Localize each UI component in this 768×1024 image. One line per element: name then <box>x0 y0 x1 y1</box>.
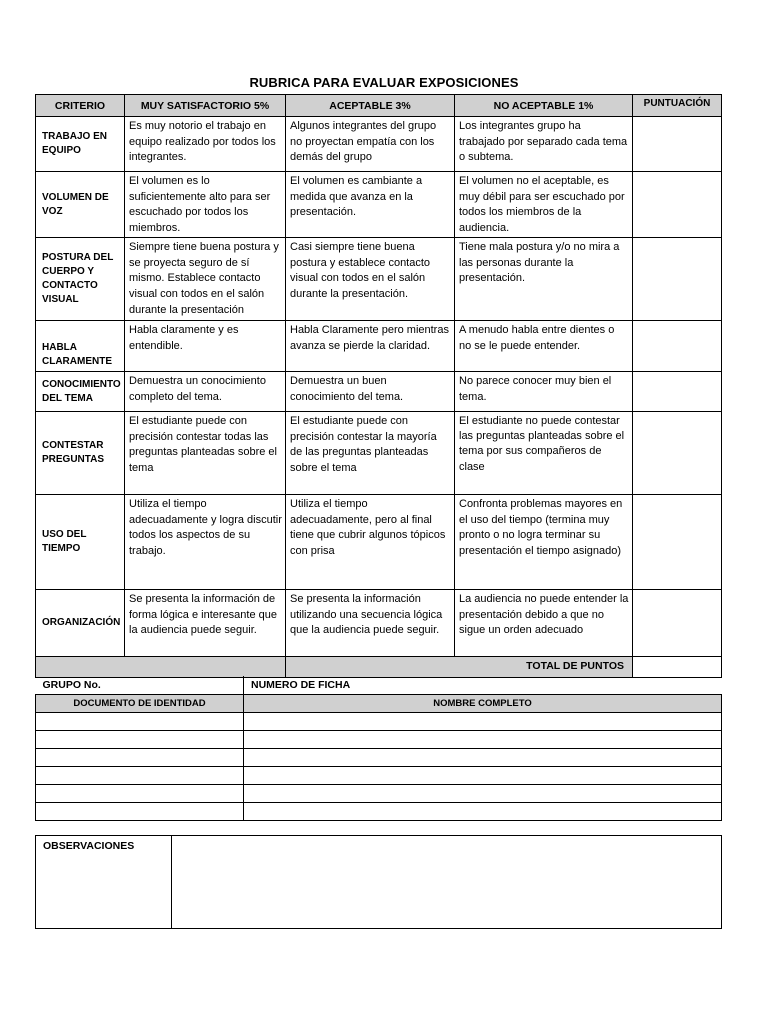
table-row <box>36 172 722 238</box>
nombre-field[interactable] <box>244 749 722 767</box>
criterio-cell: HABLA CLARAMENTE <box>36 321 125 372</box>
header-muy-satisfactorio: MUY SATISFACTORIO 5% <box>125 95 286 117</box>
muy-satisfactorio-cell: El volumen es lo suficientemente alto para ser escuchado por todos los miembros. <box>125 172 286 238</box>
header-aceptable: ACEPTABLE 3% <box>286 95 455 117</box>
observaciones-table <box>35 835 722 929</box>
header-criterio: CRITERIO <box>36 95 125 117</box>
no-aceptable-cell: Tiene mala postura y/o no mira a las personas durante la presentación. <box>455 238 633 321</box>
criterio-cell: TRABAJO EN EQUIPO <box>36 117 125 172</box>
observaciones-field[interactable] <box>172 836 722 929</box>
doc-field[interactable] <box>36 785 244 803</box>
aceptable-cell: Habla Claramente pero mientras avanza se pierde la claridad. <box>286 321 455 372</box>
member-row <box>36 785 722 803</box>
criterio-cell: ORGANIZACIÓN <box>36 590 125 657</box>
table-row <box>36 321 722 372</box>
no-aceptable-cell: El estudiante no puede contestar las preguntas planteadas sobre el tema por sus compañeros de clase <box>455 412 633 495</box>
nombre-field[interactable] <box>244 731 722 749</box>
table-row <box>36 238 722 321</box>
rubric-header-row <box>36 95 722 117</box>
muy-satisfactorio-cell: Demuestra un conocimiento completo del tema. <box>125 372 286 412</box>
aceptable-cell: Demuestra un buen conocimiento del tema. <box>286 372 455 412</box>
no-aceptable-cell: Los integrantes grupo ha trabajado por separado cada tema o subtema. <box>455 117 633 172</box>
puntuacion-cell[interactable] <box>633 590 722 657</box>
no-aceptable-cell: Confronta problemas mayores en el uso del tiempo (termina muy pronto o no logra terminar su presentación el tiempo asignado) <box>455 495 633 590</box>
puntuacion-cell[interactable] <box>633 495 722 590</box>
ficha-label: NUMERO DE FICHA <box>244 676 722 695</box>
doc-field[interactable] <box>36 767 244 785</box>
doc-field[interactable] <box>36 731 244 749</box>
doc-header: DOCUMENTO DE IDENTIDAD <box>36 695 244 713</box>
table-row <box>36 412 722 495</box>
muy-satisfactorio-cell: Habla claramente y es entendible. <box>125 321 286 372</box>
table-row <box>36 372 722 412</box>
aceptable-cell: Utiliza el tiempo adecuadamente, pero al final tiene que cubrir algunos tópicos con prisa <box>286 495 455 590</box>
nombre-field[interactable] <box>244 767 722 785</box>
puntuacion-cell[interactable] <box>633 412 722 495</box>
member-row <box>36 767 722 785</box>
rubric-table <box>35 94 722 678</box>
member-row <box>36 749 722 767</box>
table-row <box>36 117 722 172</box>
member-row <box>36 731 722 749</box>
no-aceptable-cell: No parece conocer muy bien el tema. <box>455 372 633 412</box>
criterio-cell: CONTESTAR PREGUNTAS <box>36 412 125 495</box>
muy-satisfactorio-cell: El estudiante puede con precisión contestar todas las preguntas planteadas sobre el tema <box>125 412 286 495</box>
member-row <box>36 713 722 731</box>
members-header-row <box>36 695 722 713</box>
grupo-label: GRUPO No. <box>42 679 101 691</box>
table-row <box>36 590 722 657</box>
doc-field[interactable] <box>36 803 244 821</box>
member-row <box>36 803 722 821</box>
nombre-field[interactable] <box>244 713 722 731</box>
total-row <box>36 657 722 678</box>
criterio-cell: USO DEL TIEMPO <box>36 495 125 590</box>
header-no-aceptable: NO ACEPTABLE 1% <box>455 95 633 117</box>
criterio-cell: CONOCIMIENTO DEL TEMA <box>36 372 125 412</box>
nombre-header: NOMBRE COMPLETO <box>244 695 722 713</box>
total-value-cell[interactable] <box>633 657 722 678</box>
header-puntuacion: PUNTUACIÓN <box>633 95 722 117</box>
group-table <box>35 676 722 821</box>
nombre-field[interactable] <box>244 803 722 821</box>
no-aceptable-cell: A menudo habla entre dientes o no se le puede entender. <box>455 321 633 372</box>
aceptable-cell: El volumen es cambiante a medida que avanza en la presentación. <box>286 172 455 238</box>
no-aceptable-cell: El volumen no el aceptable, es muy débil para ser escuchado por todos los miembros de la audiencia. <box>455 172 633 238</box>
group-label-row <box>36 676 722 695</box>
puntuacion-cell[interactable] <box>633 117 722 172</box>
muy-satisfactorio-cell: Se presenta la información de forma lógica e interesante que la audiencia puede seguir. <box>125 590 286 657</box>
aceptable-cell: El estudiante puede con precisión contestar la mayoría de las preguntas planteadas sobre el tema <box>286 412 455 495</box>
criterio-cell: VOLUMEN DE VOZ <box>36 172 125 238</box>
criterio-cell: POSTURA DEL CUERPO Y CONTACTO VISUAL <box>36 238 125 321</box>
puntuacion-cell[interactable] <box>633 238 722 321</box>
observaciones-label: OBSERVACIONES <box>36 836 172 929</box>
aceptable-cell: Casi siempre tiene buena postura y establece contacto visual con todos en el salón durante la presentación. <box>286 238 455 321</box>
puntuacion-cell[interactable] <box>633 372 722 412</box>
muy-satisfactorio-cell: Es muy notorio el trabajo en equipo realizado por todos los integrantes. <box>125 117 286 172</box>
no-aceptable-cell: La audiencia no puede entender la presentación debido a que no sigue un orden adecuado <box>455 590 633 657</box>
puntuacion-cell[interactable] <box>633 321 722 372</box>
muy-satisfactorio-cell: Utiliza el tiempo adecuadamente y logra discutir todos los aspectos de su trabajo. <box>125 495 286 590</box>
doc-field[interactable] <box>36 713 244 731</box>
table-row <box>36 495 722 590</box>
page-title: RUBRICA PARA EVALUAR EXPOSICIONES <box>249 75 519 90</box>
observaciones-row <box>36 836 722 929</box>
total-label: TOTAL DE PUNTOS <box>286 657 633 678</box>
muy-satisfactorio-cell: Siempre tiene buena postura y se proyecta seguro de sí mismo. Establece contacto visual con todos en el salón durante la presentación <box>125 238 286 321</box>
doc-field[interactable] <box>36 749 244 767</box>
aceptable-cell: Algunos integrantes del grupo no proyectan empatía con los demás del grupo <box>286 117 455 172</box>
nombre-field[interactable] <box>244 785 722 803</box>
aceptable-cell: Se presenta la información utilizando una secuencia lógica que la audiencia puede seguir. <box>286 590 455 657</box>
puntuacion-cell[interactable] <box>633 172 722 238</box>
total-spacer <box>36 657 286 678</box>
